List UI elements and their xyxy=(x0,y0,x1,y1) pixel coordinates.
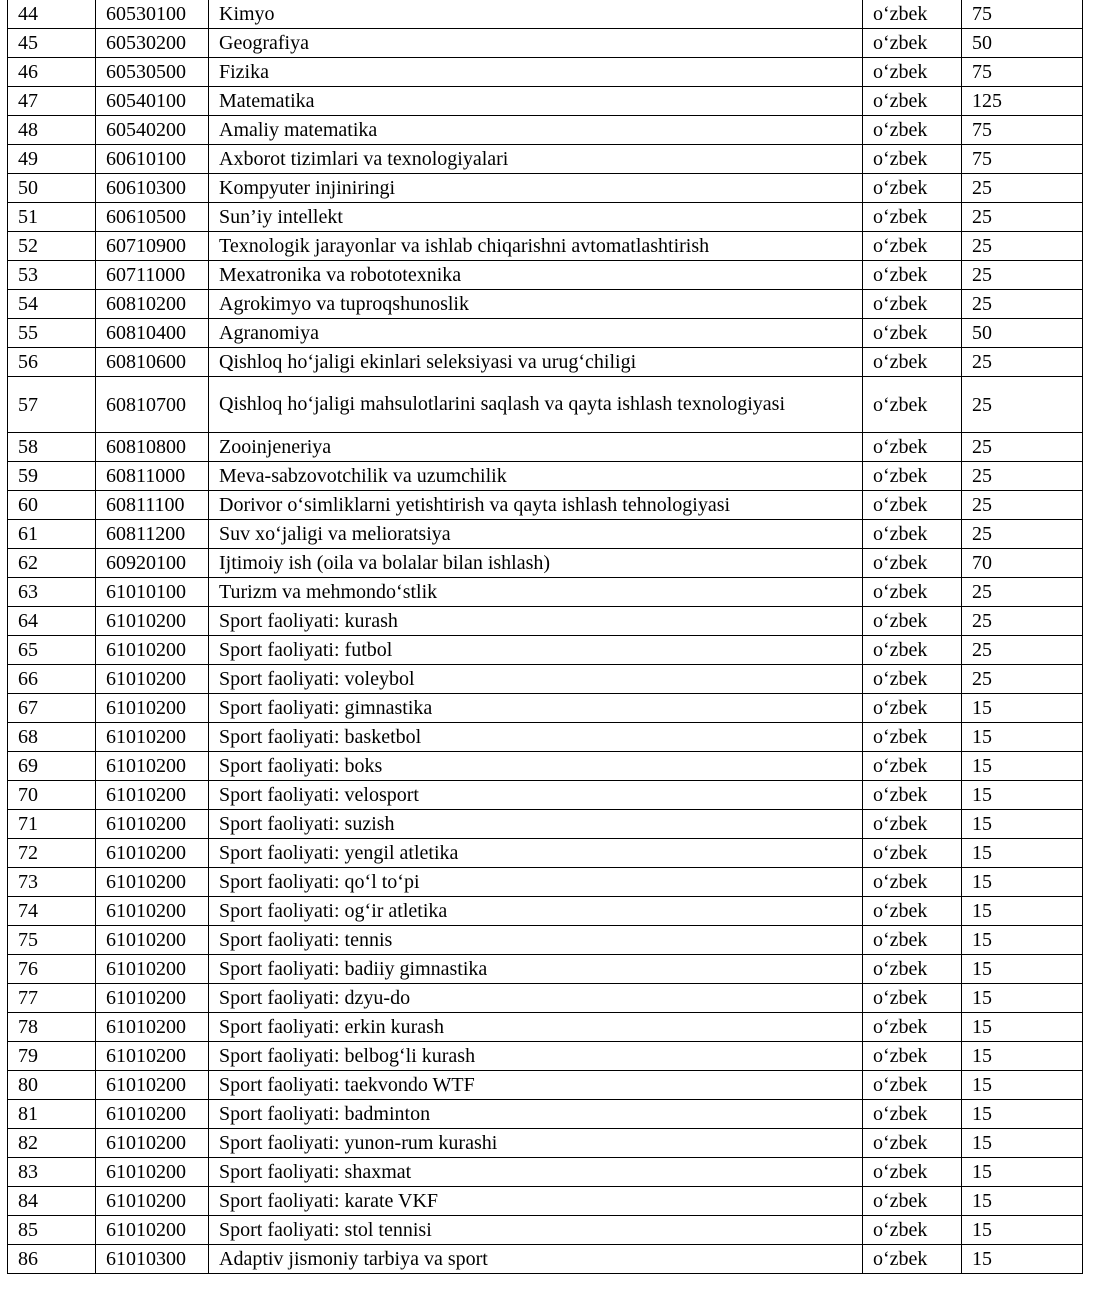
quota-cell: 15 xyxy=(962,1042,1083,1071)
table-row xyxy=(8,781,1083,810)
program-name-cell: Sport faoliyati: futbol xyxy=(209,636,863,665)
table-row xyxy=(8,1129,1083,1158)
quota-cell: 25 xyxy=(962,348,1083,377)
program-name-cell: Axborot tizimlari va texnologiyalari xyxy=(209,145,863,174)
program-code-cell: 61010200 xyxy=(96,781,209,810)
language-cell: o‘zbek xyxy=(863,868,962,897)
language-cell: o‘zbek xyxy=(863,116,962,145)
table-row xyxy=(8,87,1083,116)
language-cell: o‘zbek xyxy=(863,319,962,348)
row-number-cell: 73 xyxy=(8,868,96,897)
program-name-cell: Qishloq ho‘jaligi mahsulotlarini saqlash va qayta ishlash texnologiyasi xyxy=(209,377,863,433)
language-cell: o‘zbek xyxy=(863,578,962,607)
row-number-cell: 53 xyxy=(8,261,96,290)
language-cell: o‘zbek xyxy=(863,491,962,520)
language-cell: o‘zbek xyxy=(863,290,962,319)
program-name-cell: Sport faoliyati: qo‘l to‘pi xyxy=(209,868,863,897)
program-code-cell: 61010200 xyxy=(96,694,209,723)
language-cell: o‘zbek xyxy=(863,549,962,578)
table-row xyxy=(8,0,1083,29)
quota-cell: 15 xyxy=(962,984,1083,1013)
quota-cell: 15 xyxy=(962,1129,1083,1158)
table-row xyxy=(8,491,1083,520)
language-cell: o‘zbek xyxy=(863,984,962,1013)
program-name-cell: Matematika xyxy=(209,87,863,116)
table-row xyxy=(8,377,1083,433)
row-number-cell: 85 xyxy=(8,1216,96,1245)
program-code-cell: 60810700 xyxy=(96,377,209,433)
program-name-cell: Sport faoliyati: stol tennisi xyxy=(209,1216,863,1245)
program-code-cell: 60811000 xyxy=(96,462,209,491)
program-code-cell: 61010200 xyxy=(96,1216,209,1245)
table-row xyxy=(8,462,1083,491)
language-cell: o‘zbek xyxy=(863,203,962,232)
row-number-cell: 57 xyxy=(8,377,96,433)
program-name-cell: Agranomiya xyxy=(209,319,863,348)
program-name-cell: Mexatronika va robototexnika xyxy=(209,261,863,290)
program-code-cell: 61010200 xyxy=(96,1187,209,1216)
language-cell: o‘zbek xyxy=(863,694,962,723)
quota-cell: 25 xyxy=(962,290,1083,319)
row-number-cell: 77 xyxy=(8,984,96,1013)
program-code-cell: 61010200 xyxy=(96,665,209,694)
table-row xyxy=(8,232,1083,261)
language-cell: o‘zbek xyxy=(863,607,962,636)
language-cell: o‘zbek xyxy=(863,58,962,87)
table-row xyxy=(8,116,1083,145)
quota-cell: 25 xyxy=(962,491,1083,520)
language-cell: o‘zbek xyxy=(863,462,962,491)
program-name-cell: Sport faoliyati: yunon-rum kurashi xyxy=(209,1129,863,1158)
language-cell: o‘zbek xyxy=(863,926,962,955)
row-number-cell: 66 xyxy=(8,665,96,694)
language-cell: o‘zbek xyxy=(863,636,962,665)
program-code-cell: 61010200 xyxy=(96,810,209,839)
language-cell: o‘zbek xyxy=(863,955,962,984)
quota-cell: 15 xyxy=(962,897,1083,926)
row-number-cell: 82 xyxy=(8,1129,96,1158)
language-cell: o‘zbek xyxy=(863,1042,962,1071)
program-code-cell: 61010100 xyxy=(96,578,209,607)
table-row xyxy=(8,955,1083,984)
program-name-cell: Sport faoliyati: dzyu-do xyxy=(209,984,863,1013)
language-cell: o‘zbek xyxy=(863,261,962,290)
language-cell: o‘zbek xyxy=(863,0,962,29)
table-row xyxy=(8,1100,1083,1129)
language-cell: o‘zbek xyxy=(863,1245,962,1274)
program-code-cell: 60710900 xyxy=(96,232,209,261)
admission-quota-table xyxy=(7,0,1083,1274)
quota-cell: 75 xyxy=(962,145,1083,174)
table-row xyxy=(8,145,1083,174)
program-code-cell: 60711000 xyxy=(96,261,209,290)
table-row xyxy=(8,636,1083,665)
program-name-cell: Fizika xyxy=(209,58,863,87)
program-name-cell: Ijtimoiy ish (oila va bolalar bilan ishlash) xyxy=(209,549,863,578)
program-code-cell: 60540100 xyxy=(96,87,209,116)
program-name-cell: Sun’iy intellekt xyxy=(209,203,863,232)
program-name-cell: Sport faoliyati: tennis xyxy=(209,926,863,955)
row-number-cell: 46 xyxy=(8,58,96,87)
quota-cell: 25 xyxy=(962,636,1083,665)
program-code-cell: 61010200 xyxy=(96,897,209,926)
language-cell: o‘zbek xyxy=(863,87,962,116)
table-row xyxy=(8,29,1083,58)
program-name-cell: Kimyo xyxy=(209,0,863,29)
program-name-cell: Dorivor o‘simliklarni yetishtirish va qayta ishlash tehnologiyasi xyxy=(209,491,863,520)
program-code-cell: 60810600 xyxy=(96,348,209,377)
table-row xyxy=(8,520,1083,549)
table-row xyxy=(8,1187,1083,1216)
row-number-cell: 75 xyxy=(8,926,96,955)
program-name-cell: Sport faoliyati: karate VKF xyxy=(209,1187,863,1216)
program-code-cell: 61010200 xyxy=(96,723,209,752)
quota-cell: 15 xyxy=(962,694,1083,723)
quota-cell: 15 xyxy=(962,868,1083,897)
program-name-cell: Adaptiv jismoniy tarbiya va sport xyxy=(209,1245,863,1274)
program-name-cell: Sport faoliyati: kurash xyxy=(209,607,863,636)
row-number-cell: 48 xyxy=(8,116,96,145)
quota-cell: 15 xyxy=(962,1100,1083,1129)
row-number-cell: 81 xyxy=(8,1100,96,1129)
program-name-cell: Sport faoliyati: gimnastika xyxy=(209,694,863,723)
language-cell: o‘zbek xyxy=(863,723,962,752)
program-code-cell: 60810800 xyxy=(96,433,209,462)
program-code-cell: 61010200 xyxy=(96,1129,209,1158)
row-number-cell: 47 xyxy=(8,87,96,116)
language-cell: o‘zbek xyxy=(863,1071,962,1100)
row-number-cell: 68 xyxy=(8,723,96,752)
program-code-cell: 60530100 xyxy=(96,0,209,29)
language-cell: o‘zbek xyxy=(863,1216,962,1245)
row-number-cell: 44 xyxy=(8,0,96,29)
row-number-cell: 59 xyxy=(8,462,96,491)
language-cell: o‘zbek xyxy=(863,897,962,926)
language-cell: o‘zbek xyxy=(863,1013,962,1042)
quota-cell: 75 xyxy=(962,58,1083,87)
program-code-cell: 61010200 xyxy=(96,1071,209,1100)
program-name-cell: Zooinjeneriya xyxy=(209,433,863,462)
table-row xyxy=(8,1245,1083,1274)
program-name-cell: Sport faoliyati: og‘ir atletika xyxy=(209,897,863,926)
table-row xyxy=(8,723,1083,752)
table-row xyxy=(8,261,1083,290)
table-body xyxy=(8,0,1083,1274)
row-number-cell: 74 xyxy=(8,897,96,926)
quota-cell: 15 xyxy=(962,1245,1083,1274)
table-row xyxy=(8,174,1083,203)
language-cell: o‘zbek xyxy=(863,433,962,462)
row-number-cell: 67 xyxy=(8,694,96,723)
quota-cell: 15 xyxy=(962,955,1083,984)
quota-cell: 15 xyxy=(962,1187,1083,1216)
language-cell: o‘zbek xyxy=(863,1100,962,1129)
row-number-cell: 80 xyxy=(8,1071,96,1100)
language-cell: o‘zbek xyxy=(863,377,962,433)
program-code-cell: 61010200 xyxy=(96,1100,209,1129)
table-row xyxy=(8,926,1083,955)
row-number-cell: 54 xyxy=(8,290,96,319)
quota-cell: 25 xyxy=(962,433,1083,462)
program-name-cell: Sport faoliyati: belbog‘li kurash xyxy=(209,1042,863,1071)
row-number-cell: 51 xyxy=(8,203,96,232)
table-row xyxy=(8,607,1083,636)
table-row xyxy=(8,290,1083,319)
quota-cell: 25 xyxy=(962,377,1083,433)
quota-cell: 15 xyxy=(962,752,1083,781)
language-cell: o‘zbek xyxy=(863,520,962,549)
program-name-cell: Sport faoliyati: badminton xyxy=(209,1100,863,1129)
quota-cell: 75 xyxy=(962,116,1083,145)
program-name-cell: Sport faoliyati: basketbol xyxy=(209,723,863,752)
table-row xyxy=(8,203,1083,232)
row-number-cell: 49 xyxy=(8,145,96,174)
table-row xyxy=(8,549,1083,578)
row-number-cell: 79 xyxy=(8,1042,96,1071)
program-code-cell: 60811100 xyxy=(96,491,209,520)
program-code-cell: 61010200 xyxy=(96,1158,209,1187)
quota-cell: 75 xyxy=(962,0,1083,29)
table-row xyxy=(8,578,1083,607)
quota-cell: 25 xyxy=(962,462,1083,491)
program-code-cell: 60811200 xyxy=(96,520,209,549)
quota-cell: 25 xyxy=(962,607,1083,636)
table-row xyxy=(8,433,1083,462)
table-row xyxy=(8,1013,1083,1042)
row-number-cell: 56 xyxy=(8,348,96,377)
quota-cell: 15 xyxy=(962,1013,1083,1042)
program-code-cell: 61010200 xyxy=(96,984,209,1013)
program-name-cell: Sport faoliyati: taekvondo WTF xyxy=(209,1071,863,1100)
program-code-cell: 60530200 xyxy=(96,29,209,58)
program-code-cell: 61010200 xyxy=(96,636,209,665)
program-name-cell: Meva-sabzovotchilik va uzumchilik xyxy=(209,462,863,491)
program-name-cell: Sport faoliyati: yengil atletika xyxy=(209,839,863,868)
program-code-cell: 60610300 xyxy=(96,174,209,203)
program-code-cell: 60540200 xyxy=(96,116,209,145)
program-name-cell: Turizm va mehmondo‘stlik xyxy=(209,578,863,607)
program-code-cell: 60610500 xyxy=(96,203,209,232)
table-row xyxy=(8,752,1083,781)
program-name-cell: Sport faoliyati: voleybol xyxy=(209,665,863,694)
table-row xyxy=(8,810,1083,839)
table-row xyxy=(8,1158,1083,1187)
row-number-cell: 50 xyxy=(8,174,96,203)
row-number-cell: 65 xyxy=(8,636,96,665)
row-number-cell: 83 xyxy=(8,1158,96,1187)
row-number-cell: 86 xyxy=(8,1245,96,1274)
row-number-cell: 62 xyxy=(8,549,96,578)
language-cell: o‘zbek xyxy=(863,1129,962,1158)
program-name-cell: Kompyuter injiniringi xyxy=(209,174,863,203)
row-number-cell: 72 xyxy=(8,839,96,868)
program-name-cell: Geografiya xyxy=(209,29,863,58)
table-row xyxy=(8,348,1083,377)
row-number-cell: 58 xyxy=(8,433,96,462)
language-cell: o‘zbek xyxy=(863,810,962,839)
quota-cell: 15 xyxy=(962,723,1083,752)
row-number-cell: 52 xyxy=(8,232,96,261)
program-code-cell: 60530500 xyxy=(96,58,209,87)
program-code-cell: 61010200 xyxy=(96,955,209,984)
row-number-cell: 70 xyxy=(8,781,96,810)
table-row xyxy=(8,58,1083,87)
row-number-cell: 61 xyxy=(8,520,96,549)
program-code-cell: 61010200 xyxy=(96,607,209,636)
row-number-cell: 71 xyxy=(8,810,96,839)
quota-cell: 125 xyxy=(962,87,1083,116)
program-name-cell: Sport faoliyati: erkin kurash xyxy=(209,1013,863,1042)
quota-cell: 15 xyxy=(962,1071,1083,1100)
quota-cell: 25 xyxy=(962,261,1083,290)
program-code-cell: 60810400 xyxy=(96,319,209,348)
table-row xyxy=(8,1042,1083,1071)
quota-cell: 15 xyxy=(962,810,1083,839)
quota-cell: 50 xyxy=(962,319,1083,348)
quota-cell: 25 xyxy=(962,174,1083,203)
program-code-cell: 60920100 xyxy=(96,549,209,578)
table-row xyxy=(8,984,1083,1013)
program-code-cell: 61010200 xyxy=(96,752,209,781)
language-cell: o‘zbek xyxy=(863,839,962,868)
table-row xyxy=(8,897,1083,926)
language-cell: o‘zbek xyxy=(863,348,962,377)
program-code-cell: 61010200 xyxy=(96,1013,209,1042)
language-cell: o‘zbek xyxy=(863,174,962,203)
program-code-cell: 61010300 xyxy=(96,1245,209,1274)
table-row xyxy=(8,1071,1083,1100)
quota-cell: 15 xyxy=(962,1158,1083,1187)
language-cell: o‘zbek xyxy=(863,1187,962,1216)
language-cell: o‘zbek xyxy=(863,665,962,694)
language-cell: o‘zbek xyxy=(863,29,962,58)
program-name-cell: Sport faoliyati: shaxmat xyxy=(209,1158,863,1187)
quota-cell: 25 xyxy=(962,665,1083,694)
program-name-cell: Qishloq ho‘jaligi ekinlari seleksiyasi va urug‘chiligi xyxy=(209,348,863,377)
quota-cell: 50 xyxy=(962,29,1083,58)
program-code-cell: 61010200 xyxy=(96,839,209,868)
table-row xyxy=(8,665,1083,694)
row-number-cell: 64 xyxy=(8,607,96,636)
program-name-cell: Sport faoliyati: boks xyxy=(209,752,863,781)
quota-cell: 70 xyxy=(962,549,1083,578)
row-number-cell: 45 xyxy=(8,29,96,58)
quota-cell: 25 xyxy=(962,578,1083,607)
program-code-cell: 61010200 xyxy=(96,1042,209,1071)
quota-cell: 15 xyxy=(962,781,1083,810)
program-code-cell: 61010200 xyxy=(96,926,209,955)
table-row xyxy=(8,868,1083,897)
table-row xyxy=(8,839,1083,868)
quota-cell: 25 xyxy=(962,203,1083,232)
language-cell: o‘zbek xyxy=(863,145,962,174)
row-number-cell: 63 xyxy=(8,578,96,607)
program-name-cell: Sport faoliyati: velosport xyxy=(209,781,863,810)
quota-cell: 15 xyxy=(962,1216,1083,1245)
row-number-cell: 78 xyxy=(8,1013,96,1042)
program-name-cell: Amaliy matematika xyxy=(209,116,863,145)
program-name-cell: Suv xo‘jaligi va melioratsiya xyxy=(209,520,863,549)
row-number-cell: 84 xyxy=(8,1187,96,1216)
quota-cell: 25 xyxy=(962,232,1083,261)
language-cell: o‘zbek xyxy=(863,232,962,261)
row-number-cell: 55 xyxy=(8,319,96,348)
language-cell: o‘zbek xyxy=(863,1158,962,1187)
table-row xyxy=(8,319,1083,348)
row-number-cell: 69 xyxy=(8,752,96,781)
program-name-cell: Agrokimyo va tuproqshunoslik xyxy=(209,290,863,319)
language-cell: o‘zbek xyxy=(863,781,962,810)
table-row xyxy=(8,1216,1083,1245)
program-name-cell: Sport faoliyati: suzish xyxy=(209,810,863,839)
quota-cell: 15 xyxy=(962,926,1083,955)
table-row xyxy=(8,694,1083,723)
program-code-cell: 60610100 xyxy=(96,145,209,174)
program-code-cell: 61010200 xyxy=(96,868,209,897)
quota-cell: 25 xyxy=(962,520,1083,549)
quota-cell: 15 xyxy=(962,839,1083,868)
program-code-cell: 60810200 xyxy=(96,290,209,319)
row-number-cell: 60 xyxy=(8,491,96,520)
row-number-cell: 76 xyxy=(8,955,96,984)
program-name-cell: Sport faoliyati: badiiy gimnastika xyxy=(209,955,863,984)
program-name-cell: Texnologik jarayonlar va ishlab chiqarishni avtomatlashtirish xyxy=(209,232,863,261)
language-cell: o‘zbek xyxy=(863,752,962,781)
